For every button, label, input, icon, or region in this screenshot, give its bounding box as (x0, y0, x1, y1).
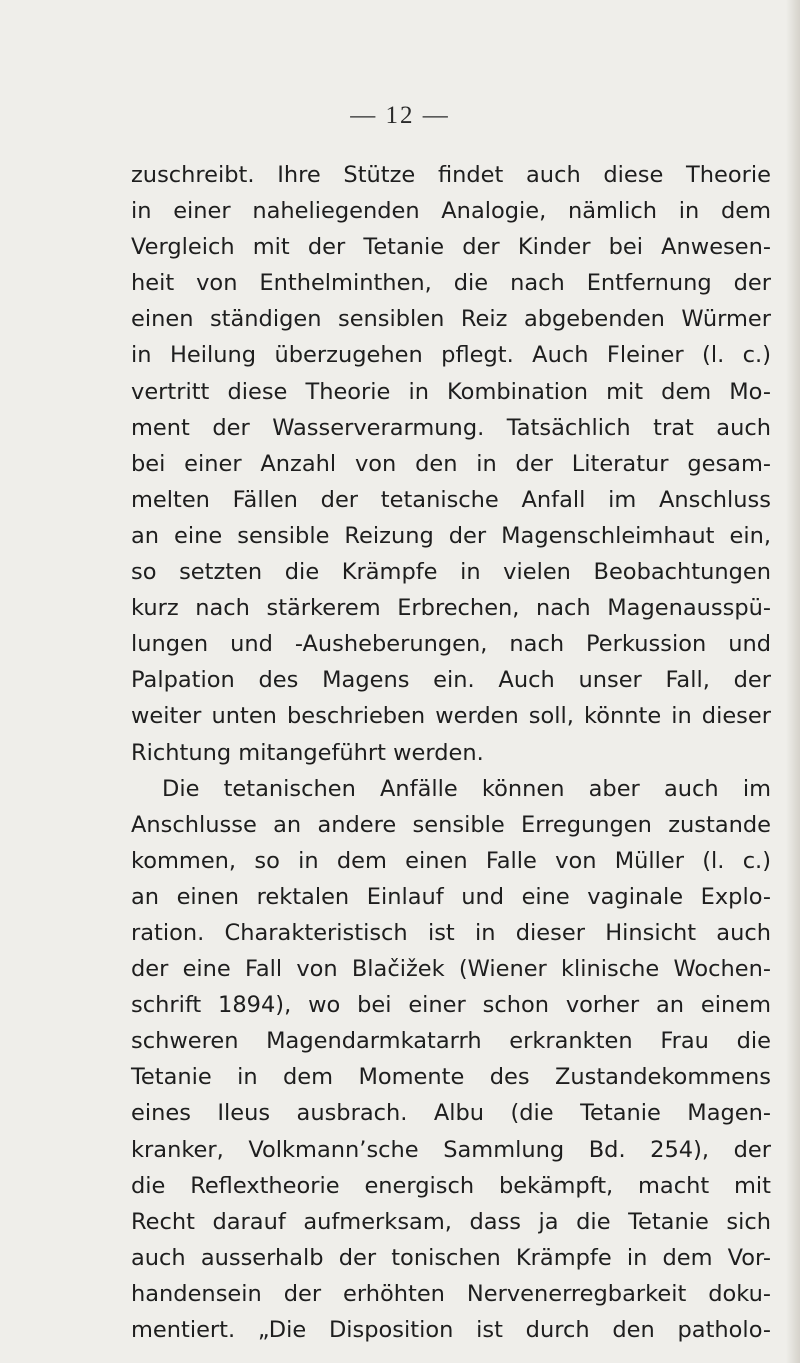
text-line: bei einer Anzahl von den in der Literatur gesam- (131, 450, 771, 477)
text-line: einen ständigen sensiblen Reiz abgebenden Würmer (131, 306, 771, 333)
text-line: Die tetanischen Anfälle können aber auch im (162, 775, 771, 802)
text-line: handensein der erhöhten Nervenerregbarkeit doku- (131, 1280, 771, 1307)
body-text (131, 157, 771, 1348)
text-line: schweren Magendarmkatarrh erkrankten Frau die (131, 1028, 771, 1055)
text-line: die Reflextheorie energisch bekämpft, macht mit (131, 1172, 771, 1199)
text-line: zuschreibt. Ihre Stütze findet auch diese Theorie (131, 162, 771, 188)
text-line: an eine sensible Reizung der Magenschleimhaut ein, (131, 522, 771, 549)
page-number: — 12 — (350, 102, 450, 129)
text-line: Vergleich mit der Tetanie der Kinder bei Anwesen- (131, 234, 771, 261)
text-line: schrift 1894), wo bei einer schon vorher an einem (131, 992, 771, 1019)
page-edge-shadow (786, 0, 800, 1363)
text-line: vertritt diese Theorie in Kombination mit dem Mo- (131, 378, 771, 405)
text-line: heit von Enthelminthen, die nach Entfernung der (131, 270, 771, 297)
text-line: auch ausserhalb der tonischen Krämpfe in dem Vor- (131, 1244, 771, 1271)
text-line: an einen rektalen Einlauf und eine vaginale Explo- (131, 883, 771, 910)
text-line: in Heilung überzugehen pflegt. Auch Fleiner (l. c.) (131, 342, 771, 369)
text-line: melten Fällen der tetanische Anfall im Anschluss (131, 486, 771, 513)
text-line: eines Ileus ausbrach. Albu (die Tetanie Magen- (131, 1100, 771, 1127)
text-line: ration. Charakteristisch ist in dieser Hinsicht auch (131, 919, 771, 946)
text-line: ment der Wasserverarmung. Tatsächlich trat auch (131, 414, 771, 441)
text-line: in einer naheliegenden Analogie, nämlich in dem (131, 198, 771, 225)
text-line: Palpation des Magens ein. Auch unser Fall, der (131, 667, 771, 694)
text-line: Tetanie in dem Momente des Zustandekommens (131, 1064, 771, 1091)
text-line: weiter unten beschrieben werden soll, könnte in dieser (131, 703, 771, 730)
text-line: kommen, so in dem einen Falle von Müller (l. c.) (131, 847, 771, 874)
text-line: mentiert. „Die Disposition ist durch den patholo- (131, 1317, 771, 1343)
text-line: der eine Fall von Blačižek (Wiener klinische Wochen- (131, 956, 771, 983)
text-line: kranker, Volkmann’sche Sammlung Bd. 254), der (131, 1136, 771, 1163)
text-line: kurz nach stärkerem Erbrechen, nach Magenausspü- (131, 595, 771, 622)
text-line: Recht darauf aufmerksam, dass ja die Tetanie sich (131, 1208, 771, 1235)
text-line: Richtung mitangeführt werden. (131, 739, 484, 766)
text-line: so setzten die Krämpfe in vielen Beobachtungen (131, 559, 771, 586)
text-line: lungen und -Ausheberungen, nach Perkussion und (131, 631, 771, 658)
text-line: Anschlusse an andere sensible Erregungen zustande (131, 811, 771, 838)
